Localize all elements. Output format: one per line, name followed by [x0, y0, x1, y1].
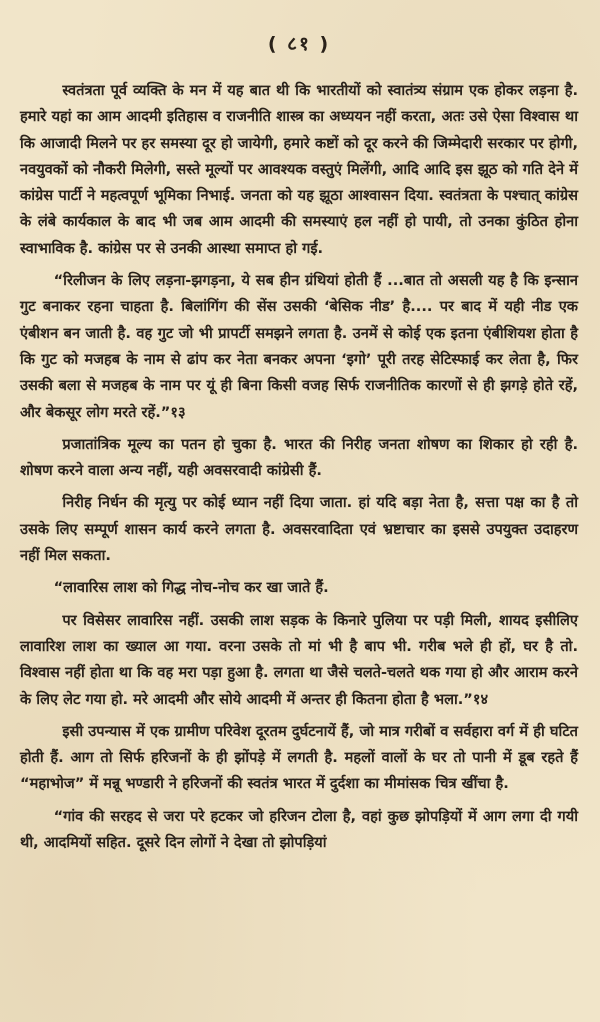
quote-unclaimed-corpse: “लावारिस लाश को गिद्ध नोच-नोच कर खा जाते हैं.	[53, 579, 329, 597]
paragraph-democratic-decline: प्रजातांत्रिक मूल्य का पतन हो चुका है. भारत की निरीह जनता शोषण का शिकार हो रही है. शोषण करने वाला अन्य नहीं, यही अवसरवादी कांग्रेसी हैं.	[20, 435, 578, 480]
quote-religion-groups: “रिलीजन के लिए लड़ना-झगड़ना, ये सब हीन ग्रंथियां होती हैं ...बात तो असली यह है कि इन्सान गुट बनाकर रहना चाहता है. बिलांगिंग की सेंस उसकी ‘बेसिक नीड’ है.... पर बाद में यही नीड एक एंबीशन बन जाती है. वह गुट जो भी प्रापर्टी समझने लगता है. उनमें से कोई एक इतना एंबीशियश होता है कि गुट को मजहब के नाम से ढांप कर नेता बनकर अपना ‘इगो’ पूरी तरह सेटिस्फाई कर लेता है, फिर उसकी बला से मजहब के नाम पर यूं ही बिना किसी वजह सिर्फ राजनीतिक कारणों से ही झगड़े होते रहें, और बेकसूर लोग मरते रहें.”१३	[20, 272, 578, 421]
paragraph-freedom-expectations: स्वतंत्रता पूर्व व्यक्ति के मन में यह बात थी कि भारतीयों को स्वातंत्र्य संग्राम एक होकर लड़ना है. हमारे यहां का आम आदमी इतिहास व राजनीति शास्त्र का अध्ययन नहीं करता, अतः उसे ऐसा विश्वास था कि आजादी मिलने पर हर समस्या दूर हो जायेगी, हमारे कष्टों को दूर करने की जिम्मेदारी सरकार पर होगी, नवयुवकों को नौकरी मिलेगी, सस्ते मूल्यों पर आवश्यक वस्तुएं मिलेंगी, आदि आदि इस झूठ को गति देने में कांग्रेस पार्टी ने महत्वपूर्ण भूमिका निभाई. जनता को यह झूठा आश्वासन दिया. स्वतंत्रता के पश्चात् कांग्रेस के लंबे कार्यकाल के बाद भी जब आम आदमी की समस्याएं हल नहीं हो पायी, तो उनका कुंठित होना स्वाभाविक है. कांग्रेस पर से उनकी आस्था समाप्त हो गई.	[20, 82, 578, 257]
quote-harijan-tola-fire: “गांव की सरहद से जरा परे हटकर जो हरिजन टोला है, वहां कुछ झोपड़ियों में आग लगा दी गयी थी, आदमियों सहित. दूसरे दिन लोगों ने देखा तो झोपड़ियां	[20, 807, 578, 852]
paragraph-poor-death-neglect: निरीह निर्धन की मृत्यु पर कोई ध्यान नहीं दिया जाता. हां यदि बड़ा नेता है, सत्ता पक्ष का है तो उसके लिए सम्पूर्ण शासन कार्य करने लगता है. अवसरवादिता एवं भ्रष्टाचार का इससे उपयुक्त उदाहरण नहीं मिल सकता.	[20, 494, 578, 565]
page-number: ( ८१ )	[267, 33, 331, 55]
paragraph-mahabhoj-harijans: इसी उपन्यास में एक ग्रामीण परिवेश दूरतम दुर्घटनायें हैं, जो मात्र गरीबों व सर्वहारा वर्ग में ही घटित होती हैं. आग तो सिर्फ हरिजनों के ही झोंपड़े में लगती है. महलों वालों के घर तो पानी में डूब रहते हैं “महाभोज” में मन्नू भण्डारी ने हरिजनों की स्वतंत्र भारत में दुर्दशा का मीमांसक चित्र खींचा है.	[20, 722, 578, 793]
paragraph-visesar-body: पर विसेसर लावारिस नहीं. उसकी लाश सड़क के किनारे पुलिया पर पड़ी मिली, शायद इसीलिए लावारिश लाश का ख्याल आ गया. वरना उसके तो मां भी है बाप भी. गरीब भले ही हों, घर है तो. विश्वास नहीं होता था कि वह मरा पड़ा हुआ है. लगता था जैसे चलते-चलते थक गया हो और आराम करने के लिए लेट गया हो. मरे आदमी और सोये आदमी में अन्तर ही कितना होता है भला.”१४	[20, 611, 578, 708]
